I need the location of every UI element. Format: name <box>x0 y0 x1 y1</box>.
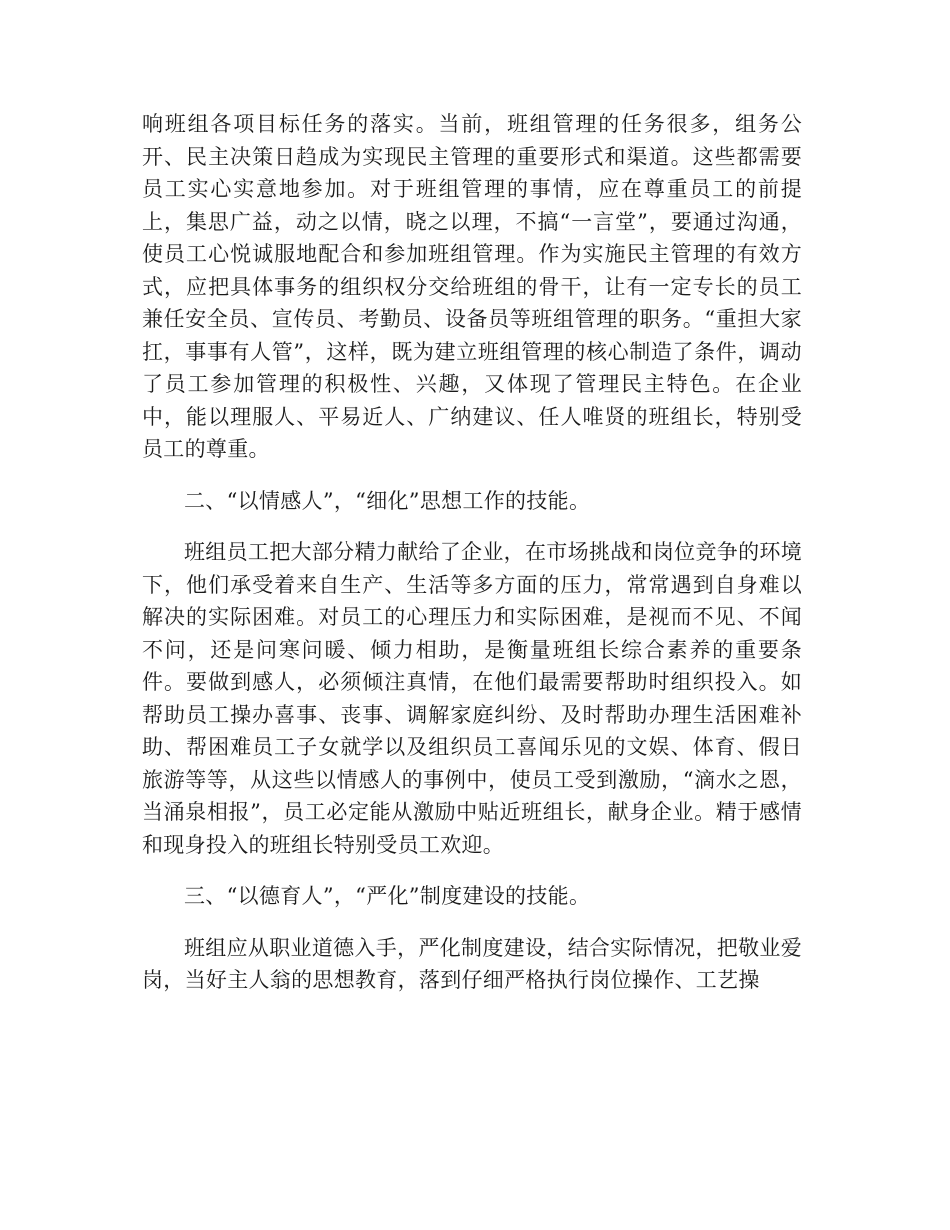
section-heading-2: 二、“以情感人”，“细化”思想工作的技能。 <box>184 488 591 513</box>
paragraph-section-3: 班组应从职业道德入手，严化制度建设，结合实际情况，把敬业爱岗，当好主人翁的思想教育，落到仔细严格执行岗位操作、工艺操 <box>142 935 802 992</box>
paragraph-continued: 响班组各项目标任务的落实。当前，班组管理的任务很多，组务公开、民主决策日趋成为实现民主管理的重要形式和渠道。这些都需要员工实心实意地参加。对于班组管理的事情，应在尊重员工的前提上，集思广益，动之以情，晓之以理，不搞“一言堂”，要通过沟通，使员工心悦诚服地配合和参加班组管理。作为实施民主管理的有效方式，应把具体事务的组织权分交给班组的骨干，让有一定专长的员工兼任安全员、宣传员、考勤员、设备员等班组管理的职务。“重担大家扛，事事有人管”，这样，既为建立班组管理的核心制造了条件，调动了员工参加管理的积极性、兴趣，又体现了管理民主特色。在企业中，能以理服人、平易近人、广纳建议、任人唯贤的班组长，特别受员工的尊重。 <box>142 112 802 461</box>
section-heading-3: 三、“以德育人”，“严化”制度建设的技能。 <box>184 884 591 908</box>
document-page <box>142 108 802 1016</box>
paragraph-section-2: 班组员工把大部分精力献给了企业，在市场挑战和岗位竞争的环境下，他们承受着来自生产、生活等多方面的压力，常常遇到自身难以解决的实际困难。对员工的心理压力和实际困难，是视而不见、不闻不问，还是问寒问暖、倾力相助，是衡量班组长综合素养的重要条件。要做到感人，必须倾注真情，在他们最需要帮助时组织投入。如帮助员工操办喜事、丧事、调解家庭纠纷、及时帮助办理生活困难补助、帮困难员工子女就学以及组织员工喜闻乐见的文娱、体育、假日旅游等等，从这些以情感人的事例中，使员工受到激励，“滴水之恩，当涌泉相报”，员工必定能从激励中贴近班组长，献身企业。精于感情和现身投入的班组长特别受员工欢迎。 <box>142 540 802 857</box>
